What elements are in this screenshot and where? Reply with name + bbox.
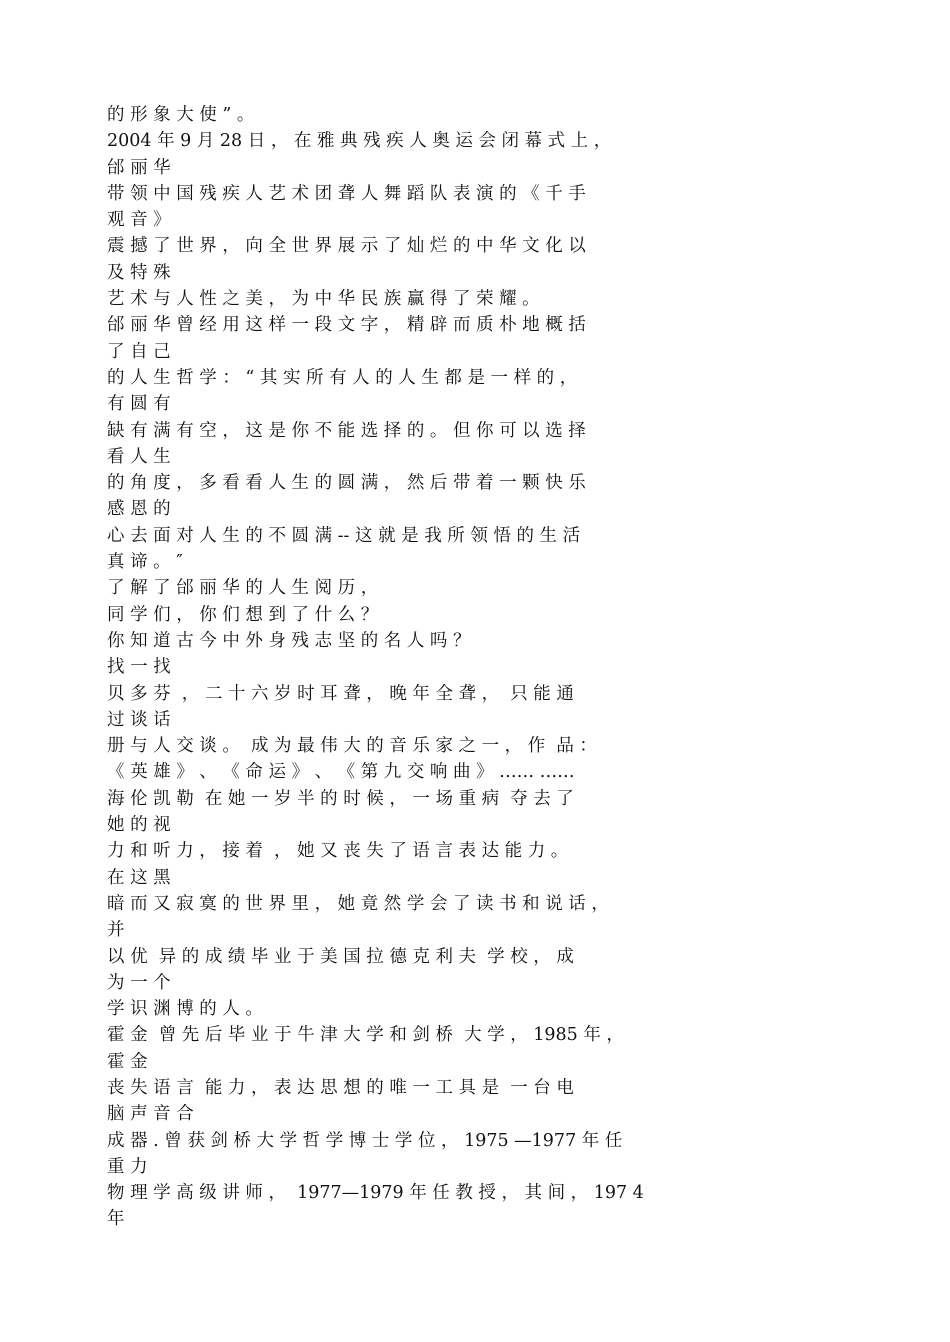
text-line: 并 — [107, 920, 125, 941]
text-line: 看 人 生 — [107, 446, 171, 467]
text-line: 2004 年 9 月 28 日 ， 在 雅 典 残 疾 人 奥 运 会 闭 幕 式 上 ， — [107, 131, 612, 152]
text-line: 了 自 己 — [107, 341, 171, 362]
text-line: 丧 失 语 言 能 力 ， 表 达 思 想 的 唯 一 工 具 是 一 台 电 — [107, 1077, 574, 1098]
text-line: 力 和 听 力 ， 接 着 ， 她 又 丧 失 了 语 言 表 达 能 力 。 — [107, 841, 569, 862]
text-line: 感 恩 的 — [107, 499, 171, 520]
text-line: 重 力 — [107, 1156, 148, 1177]
text-line: 的 人 生 哲 学 ： “ 其 实 所 有 人 的 人 生 都 是 一 样 的 ， — [107, 367, 578, 388]
text-line: 艺 术 与 人 性 之 美 ， 为 中 华 民 族 赢 得 了 荣 耀 。 — [107, 289, 540, 310]
text-line: 为 一 个 — [107, 972, 171, 993]
text-line: 年 — [107, 1209, 125, 1230]
text-line: 的 形 象 大 使 ” 。 — [107, 105, 255, 125]
text-line: 册 与 人 交 谈 。 成 为 最 伟 大 的 音 乐 家 之 一 ， 作 品 ： — [107, 736, 597, 757]
text-line: 霍 金 — [107, 1051, 148, 1072]
text-line: 学 识 渊 博 的 人 。 — [107, 999, 263, 1020]
text-line: 同 学 们 ， 你 们 想 到 了 什 么 ？ — [107, 604, 379, 625]
text-line: 成 器 . 曾 获 剑 桥 大 学 哲 学 博 士 学 位 ， 1975 —1977 年 任 — [107, 1130, 623, 1151]
text-line: 贝 多 芬 ， 二 十 六 岁 时 耳 聋 ， 晚 年 全 聋 ， 只 能 通 — [107, 683, 574, 704]
body-text — [107, 102, 867, 1233]
text-line: 有 圆 有 — [107, 394, 171, 415]
text-line: 震 撼 了 世 界 ， 向 全 世 界 展 示 了 灿 烂 的 中 华 文 化 以 — [107, 236, 586, 257]
text-line: 在 这 黑 — [107, 867, 171, 888]
text-line: 观 音 》 — [107, 210, 171, 231]
text-line: 《 英 雄 》 、 《 命 运 》 、 《 第 九 交 响 曲 》 …… …… — [107, 762, 575, 783]
text-line: 物 理 学 高 级 讲 师 ， 1977—1979 年 任 教 授 ， 其 间 ， 197 4 — [107, 1183, 644, 1204]
text-line: 你 知 道 古 今 中 外 身 残 志 坚 的 名 人 吗 ？ — [107, 630, 471, 651]
text-line: 霍 金 曾 先 后 毕 业 于 牛 津 大 学 和 剑 桥 大 学 ， 1985 年 ， — [107, 1025, 624, 1046]
text-line: 海 伦 凯 勒 在 她 一 岁 半 的 时 候 ， 一 场 重 病 夺 去 了 — [107, 788, 574, 809]
text-line: 带 领 中 国 残 疾 人 艺 术 团 聋 人 舞 蹈 队 表 演 的 《 千 手 — [107, 183, 586, 204]
text-line: 心 去 面 对 人 生 的 不 圆 满 -- 这 就 是 我 所 领 悟 的 生 活 — [107, 525, 581, 546]
text-line: 她 的 视 — [107, 815, 171, 836]
text-line: 的 角 度 ， 多 看 看 人 生 的 圆 满 ， 然 后 带 着 一 颗 快 乐 — [107, 473, 586, 494]
text-line: 邰 丽 华 — [107, 157, 171, 178]
text-line: 了 解 了 邰 丽 华 的 人 生 阅 历 ， — [107, 578, 379, 599]
text-line: 及 特 殊 — [107, 262, 171, 283]
text-line: 找 一 找 — [107, 657, 171, 678]
text-line: 脑 声 音 合 — [107, 1104, 194, 1125]
text-line: 过 谈 话 — [107, 709, 171, 730]
text-line: 暗 而 又 寂 寞 的 世 界 里 ， 她 竟 然 学 会 了 读 书 和 说 话 ， — [107, 893, 609, 914]
text-line: 真 谛 。 ″ — [107, 552, 183, 573]
text-line: 以 优 异 的 成 绩 毕 业 于 美 国 拉 德 克 利 夫 学 校 ， 成 — [107, 946, 574, 967]
text-line: 邰 丽 华 曾 经 用 这 样 一 段 文 字 ， 精 辟 而 质 朴 地 概 括 — [107, 315, 586, 336]
text-line: 缺 有 满 有 空 ， 这 是 你 不 能 选 择 的 。 但 你 可 以 选 择 — [107, 420, 586, 441]
